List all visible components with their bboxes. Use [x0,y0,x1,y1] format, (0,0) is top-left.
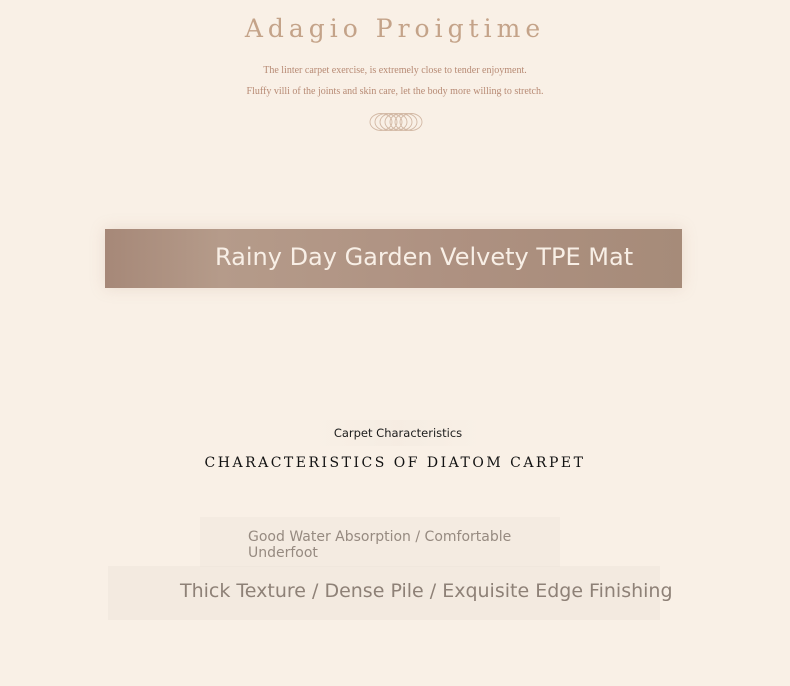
brand-title: Adagio Proigtime [244,14,546,43]
tagline-line-2: Fluffy villi of the joints and skin care, let the body more willing to stretch. [246,86,544,97]
feature-text: Thick Texture / Dense Pile / Exquisite Edge Finishing [180,580,673,602]
feature-card-thick-texture [108,566,673,620]
section-heading: CHARACTERISTICS OF DIATOM CARPET [204,455,586,471]
product-title: Rainy Day Garden Velvety TPE Mat [215,243,634,271]
product-title-banner [105,229,682,288]
feature-text: Good Water Absorption / Comfortable Underfoot [248,529,512,561]
section-label: Carpet Characteristics [313,420,483,446]
overlapping-rings-icon [368,112,424,132]
feature-card-water-absorption [200,517,560,567]
tagline-line-1: The linter carpet exercise, is extremely close to tender enjoyment. [263,65,527,76]
